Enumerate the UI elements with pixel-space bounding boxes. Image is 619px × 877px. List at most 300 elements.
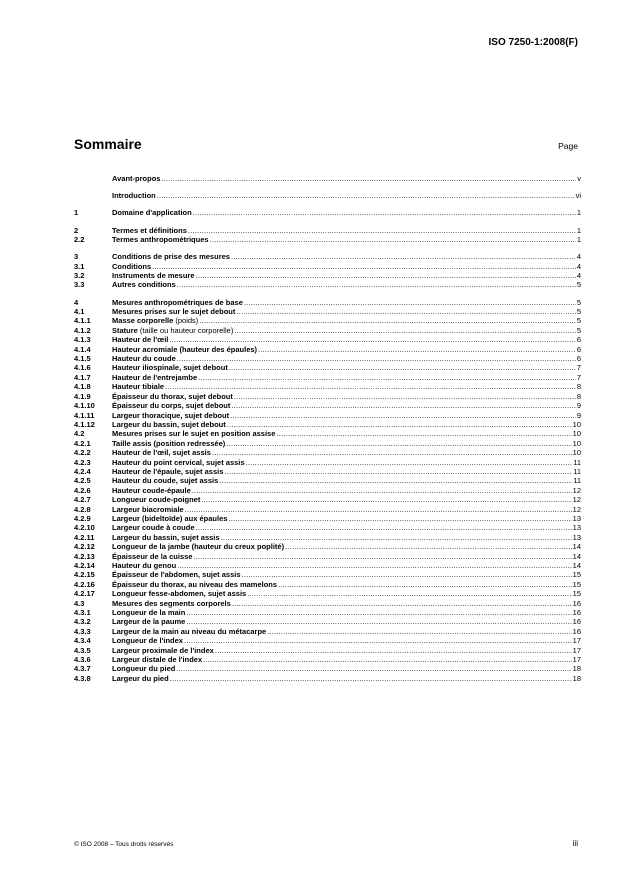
toc-dot-leader (232, 599, 572, 608)
toc-entry-number: 2.2 (74, 235, 85, 245)
toc-dot-leader (199, 316, 576, 325)
toc-entry[interactable] (74, 208, 581, 217)
toc-entry-number: 4.2.6 (74, 485, 91, 495)
toc-entry-number: 4.2.10 (74, 523, 95, 533)
toc-entry-label (112, 307, 235, 316)
table-of-contents (74, 174, 581, 683)
toc-entry-label-text: Autres conditions (112, 280, 176, 290)
toc-entry-number: 4.3 (74, 598, 85, 608)
toc-entry-label (112, 262, 151, 271)
toc-entry-label-text: Hauteur tibiale (112, 382, 165, 392)
toc-dot-leader (234, 326, 576, 335)
toc-entry-number: 4.3.4 (74, 636, 91, 646)
toc-entry-label-text: Instruments de mesure (112, 271, 195, 281)
toc-entry-label (112, 252, 230, 261)
toc-entry[interactable] (74, 363, 581, 372)
toc-entry-label-text: Largeur du bassin, sujet debout (112, 419, 226, 429)
toc-entry[interactable] (74, 298, 581, 307)
toc-entry[interactable] (74, 262, 581, 271)
toc-entry-label (112, 392, 233, 401)
toc-entry-label (112, 354, 176, 363)
toc-entry-label-note: (taille ou hauteur corporelle) (137, 325, 234, 335)
toc-dot-leader (258, 345, 576, 354)
toc-entry-number: 4.3.2 (74, 617, 91, 627)
footer-copyright: © ISO 2008 – Tous droits réservés (74, 841, 174, 848)
toc-entry-label-text: Mesures prises sur le sujet en position assise (112, 429, 276, 439)
toc-entry-label-text: Conditions (112, 261, 152, 271)
toc-entry-label (112, 486, 191, 495)
toc-entry-page: 5 (576, 307, 581, 317)
toc-entry-label-text: Longueur fesse-abdomen, sujet assis (112, 589, 247, 599)
toc-entry-label (112, 235, 209, 244)
toc-entry-page: 14 (572, 561, 581, 571)
toc-entry-label (112, 552, 192, 561)
toc-dot-leader (196, 271, 576, 280)
toc-entry-label-text: Longueur de l'index (112, 636, 183, 646)
toc-entry-number: 4.1.11 (74, 410, 95, 420)
toc-entry-number: 3.1 (74, 261, 85, 271)
toc-entry-page: 12 (572, 495, 581, 505)
toc-entry-page: 18 (572, 664, 581, 674)
toc-entry-page: 1 (576, 225, 581, 235)
toc-entry-number: 4.1 (74, 307, 85, 317)
toc-entry-label (112, 570, 241, 579)
toc-entry-page: 15 (572, 589, 581, 599)
toc-entry-label (112, 429, 275, 438)
toc-entry-label-text: Avant-propos (112, 174, 161, 183)
toc-dot-leader (170, 674, 572, 683)
toc-entry-page: 10 (572, 429, 581, 439)
toc-entry[interactable] (74, 599, 581, 608)
toc-entry-number: 4.2.12 (74, 542, 95, 552)
toc-entry-label (112, 599, 231, 608)
toc-entry-label-text: Longueur de la main (112, 608, 186, 618)
toc-entry-label-text: Hauteur de l'épaule, sujet assis (112, 466, 224, 476)
toc-entry-label (112, 458, 245, 467)
toc-entry-label (112, 401, 230, 410)
toc-entry-number: 4.2.3 (74, 457, 91, 467)
toc-entry-label (112, 476, 218, 485)
toc-dot-leader (215, 646, 572, 655)
toc-entry-label (112, 382, 164, 391)
toc-entry-label-text: Hauteur du coude, sujet assis (112, 476, 219, 486)
toc-entry-label (112, 298, 243, 307)
toc-entry-label-text: Stature (112, 325, 138, 335)
toc-entry-label (112, 542, 284, 551)
toc-entry-page: 4 (576, 271, 581, 281)
toc-entry[interactable] (74, 580, 581, 589)
toc-entry[interactable] (74, 411, 581, 420)
toc-entry-page: 5 (576, 297, 581, 307)
page-column-label: Page (558, 141, 578, 151)
toc-entry[interactable] (74, 514, 581, 523)
toc-entry-page: 4 (576, 252, 581, 262)
toc-entry[interactable] (74, 335, 581, 344)
toc-dot-leader (231, 252, 576, 261)
toc-dot-leader (188, 226, 576, 235)
toc-entry-label-text: Largeur thoracique, sujet debout (112, 410, 230, 420)
toc-entry-number: 4.3.8 (74, 673, 91, 683)
toc-entry[interactable] (74, 636, 581, 645)
toc-dot-leader (224, 467, 572, 476)
toc-dot-leader (219, 476, 572, 485)
toc-entry-number: 4.2.1 (74, 438, 91, 448)
toc-entry[interactable] (74, 608, 581, 617)
toc-entry[interactable] (74, 617, 581, 626)
toc-entry-label-text: Épaisseur du thorax, sujet debout (112, 391, 233, 401)
toc-entry-page: 6 (576, 354, 581, 364)
toc-entry[interactable] (74, 174, 581, 183)
toc-entry[interactable] (74, 271, 581, 280)
toc-entry-number: 4.2.15 (74, 570, 95, 580)
toc-entry-page: 6 (576, 344, 581, 354)
toc-entry-label (112, 561, 176, 570)
toc-entry-page: 1 (576, 235, 581, 245)
toc-entry-number: 4.3.1 (74, 608, 91, 618)
toc-entry-page: 6 (576, 335, 581, 345)
toc-dot-leader (186, 608, 571, 617)
toc-entry-page: 16 (572, 617, 581, 627)
toc-entry-page: 10 (572, 438, 581, 448)
toc-entry-label (112, 608, 185, 617)
toc-entry-page: 14 (572, 551, 581, 561)
toc-entry-number: 4.2.9 (74, 513, 91, 523)
toc-entry-number: 4.1.7 (74, 372, 91, 382)
toc-entry-number: 4.1.5 (74, 354, 91, 364)
toc-dot-leader (193, 552, 571, 561)
toc-dot-leader (229, 363, 576, 372)
toc-entry-page: 13 (572, 513, 581, 523)
toc-entry[interactable] (74, 354, 581, 363)
toc-entry-page: 15 (572, 579, 581, 589)
toc-dot-leader (221, 533, 572, 542)
toc-entry-label (112, 226, 187, 235)
toc-entry-label (112, 316, 198, 325)
toc-entry-label-text: Longueur de la jambe (hauteur du creux poplité) (112, 542, 285, 552)
toc-entry-label (112, 411, 229, 420)
toc-entry[interactable] (74, 476, 581, 485)
page-title: Sommaire (74, 136, 142, 152)
toc-entry-label (112, 373, 197, 382)
toc-entry[interactable] (74, 561, 581, 570)
toc-entry[interactable] (74, 542, 581, 551)
toc-entry-label (112, 617, 185, 626)
toc-entry-number: 4.1.3 (74, 335, 91, 345)
toc-entry-page: 16 (572, 598, 581, 608)
toc-entry[interactable] (74, 664, 581, 673)
toc-entry[interactable] (74, 326, 581, 335)
toc-dot-leader (203, 655, 572, 664)
toc-entry-page: 17 (572, 636, 581, 646)
toc-dot-leader (247, 589, 571, 598)
toc-entry[interactable] (74, 373, 581, 382)
toc-entry[interactable] (74, 448, 581, 457)
toc-entry-label (112, 514, 227, 523)
toc-dot-leader (227, 420, 572, 429)
toc-entry-number: 4.2.14 (74, 561, 95, 571)
toc-entry-label-text: Largeur proximale de l'index (112, 645, 214, 655)
toc-entry-page: 13 (572, 523, 581, 533)
toc-dot-leader (276, 429, 571, 438)
toc-entry-page: 12 (572, 504, 581, 514)
toc-entry-label-text: Longueur coude-poignet (112, 495, 201, 505)
toc-entry-label-text: Largeur coude à coude (112, 523, 195, 533)
toc-entry-label-text: Hauteur de l'œil, sujet assis (112, 448, 211, 458)
toc-entry-number: 4.1.12 (74, 419, 95, 429)
toc-entry-number: 4.2.17 (74, 589, 95, 599)
toc-entry[interactable] (74, 552, 581, 561)
toc-dot-leader (165, 382, 576, 391)
toc-dot-leader (193, 208, 576, 217)
toc-entry[interactable] (74, 458, 581, 467)
toc-entry-page: 9 (576, 410, 581, 420)
toc-entry-label (112, 495, 200, 504)
toc-entry-page: 18 (572, 673, 581, 683)
toc-entry-label (112, 627, 266, 636)
toc-entry-label-text: Largeur de la main au niveau du métacarpe (112, 626, 267, 636)
toc-dot-leader (177, 280, 576, 289)
toc-entry[interactable] (74, 307, 581, 316)
toc-entry-page: vi (575, 191, 581, 201)
toc-entry-page: 17 (572, 655, 581, 665)
toc-entry-number: 4.2.16 (74, 579, 95, 589)
toc-entry-label (112, 467, 223, 476)
toc-entry[interactable] (74, 191, 581, 200)
toc-entry-label-text: Largeur biacromiale (112, 504, 184, 514)
toc-entry-label-text: Hauteur acromiale (hauteur des épaules) (112, 344, 258, 354)
toc-entry[interactable] (74, 280, 581, 289)
toc-entry-label (112, 280, 176, 289)
toc-entry[interactable] (74, 392, 581, 401)
toc-entry-number: 4.1.4 (74, 344, 91, 354)
toc-entry[interactable] (74, 382, 581, 391)
toc-entry-label (112, 505, 184, 514)
toc-dot-leader (226, 439, 571, 448)
toc-entry-page: 4 (576, 261, 581, 271)
toc-entry[interactable] (74, 523, 581, 532)
toc-entry-page: 16 (572, 626, 581, 636)
toc-entry[interactable] (74, 533, 581, 542)
toc-dot-leader (234, 392, 576, 401)
toc-entry-label (112, 664, 175, 673)
toc-entry-label (112, 271, 195, 280)
toc-entry-label-text: Longueur du pied (112, 664, 176, 674)
toc-entry[interactable] (74, 570, 581, 579)
toc-entry-label (112, 326, 233, 335)
toc-entry-label-text: Hauteur de l'œil (112, 335, 169, 345)
toc-entry[interactable] (74, 486, 581, 495)
toc-entry[interactable] (74, 467, 581, 476)
toc-entry[interactable] (74, 505, 581, 514)
toc-entry-page: v (577, 174, 581, 183)
toc-entry-page: 11 (573, 457, 581, 467)
toc-entry-number: 3.3 (74, 280, 85, 290)
toc-dot-leader (192, 486, 572, 495)
toc-dot-leader (177, 354, 576, 363)
toc-entry-number: 4.2.5 (74, 476, 91, 486)
toc-entry-number: 4.2.8 (74, 504, 91, 514)
toc-entry[interactable] (74, 401, 581, 410)
toc-entry-label-text: Épaisseur du thorax, au niveau des mamelons (112, 579, 278, 589)
toc-entry-label-text: Hauteur de l'entrejambe (112, 372, 198, 382)
toc-entry-number: 3 (74, 252, 79, 262)
toc-dot-leader (201, 495, 571, 504)
toc-entry-page: 5 (576, 316, 581, 326)
toc-entry-label-text: Conditions de prise des mesures (112, 252, 230, 262)
toc-entry-page: 9 (576, 401, 581, 411)
toc-dot-leader (236, 307, 575, 316)
toc-entry-page: 10 (572, 419, 581, 429)
toc-entry[interactable] (74, 235, 581, 244)
toc-entry-label-text: Largeur du bassin, sujet assis (112, 532, 220, 542)
toc-dot-leader (157, 191, 575, 200)
toc-entry-number: 4.1.8 (74, 382, 91, 392)
toc-entry-page: 5 (576, 325, 581, 335)
toc-entry-label-text: Introduction (112, 191, 156, 201)
toc-entry-label (112, 345, 257, 354)
toc-entry-label-text: Domaine d'application (112, 208, 192, 218)
toc-entry-label (112, 523, 195, 532)
toc-entry-label (112, 174, 160, 183)
toc-dot-leader (177, 561, 571, 570)
toc-dot-leader (184, 636, 572, 645)
toc-entry-label-text: Taille assis (position redressée) (112, 438, 226, 448)
toc-entry-label-text: Hauteur du coude (112, 354, 176, 364)
toc-entry-page: 16 (572, 608, 581, 618)
toc-entry-label (112, 420, 226, 429)
toc-dot-leader (210, 235, 576, 244)
toc-entry-page: 7 (576, 372, 581, 382)
toc-entry-label-text: Largeur de la paume (112, 617, 186, 627)
toc-dot-leader (186, 617, 571, 626)
toc-dot-leader (185, 505, 572, 514)
toc-entry-label (112, 439, 225, 448)
toc-entry[interactable] (74, 627, 581, 636)
toc-dot-leader (278, 580, 572, 589)
toc-entry-number: 4.1.2 (74, 325, 91, 335)
toc-entry-number: 2 (74, 225, 79, 235)
document-code: ISO 7250-1:2008(F) (488, 37, 578, 48)
toc-dot-leader (242, 570, 572, 579)
toc-dot-leader (198, 373, 576, 382)
toc-entry-label-note: (poids) (173, 316, 199, 326)
toc-entry-number: 4.3.7 (74, 664, 91, 674)
toc-entry[interactable] (74, 252, 581, 261)
toc-entry[interactable] (74, 674, 581, 683)
toc-entry[interactable] (74, 420, 581, 429)
toc-entry-label (112, 191, 156, 200)
toc-entry-label-text: Largeur distale de l'index (112, 655, 203, 665)
toc-entry-label-text: Mesures des segments corporels (112, 598, 231, 608)
toc-entry[interactable] (74, 429, 581, 438)
toc-entry-label-text: Épaisseur du corps, sujet debout (112, 401, 231, 411)
toc-entry-number: 4.2.4 (74, 466, 91, 476)
toc-entry-label (112, 589, 246, 598)
toc-entry-number: 4.1.1 (74, 316, 91, 326)
toc-entry-label (112, 533, 220, 542)
toc-dot-leader (212, 448, 572, 457)
toc-entry[interactable] (74, 316, 581, 325)
toc-entry-number: 4.3.3 (74, 626, 91, 636)
toc-dot-leader (169, 335, 575, 344)
toc-entry-number: 4.2.2 (74, 448, 91, 458)
toc-entry-page: 7 (576, 363, 581, 373)
toc-dot-leader (267, 627, 571, 636)
toc-entry[interactable] (74, 439, 581, 448)
toc-entry-label-text: Hauteur du point cervical, sujet assis (112, 457, 245, 467)
toc-entry-label-text: Hauteur iliospinale, sujet debout (112, 363, 228, 373)
toc-entry-page: 13 (572, 532, 581, 542)
footer-page-number: iii (572, 839, 578, 848)
toc-entry-number: 4.1.10 (74, 401, 95, 411)
toc-entry[interactable] (74, 495, 581, 504)
toc-entry-label (112, 646, 214, 655)
toc-entry-label (112, 636, 183, 645)
toc-entry-number: 4.2.7 (74, 495, 91, 505)
toc-entry-label-text: Épaisseur de l'abdomen, sujet assis (112, 570, 241, 580)
toc-entry-number: 4.1.6 (74, 363, 91, 373)
toc-entry-number: 4.2.11 (74, 532, 95, 542)
toc-entry-page: 10 (572, 448, 581, 458)
toc-dot-leader (231, 401, 575, 410)
toc-entry-page: 11 (573, 476, 581, 486)
toc-entry-number: 4.1.9 (74, 391, 91, 401)
toc-entry[interactable] (74, 226, 581, 235)
toc-entry-page: 8 (576, 382, 581, 392)
toc-dot-leader (176, 664, 571, 673)
toc-entry[interactable] (74, 655, 581, 664)
toc-entry-label (112, 655, 202, 664)
toc-dot-leader (161, 174, 576, 183)
toc-entry-label-text: Épaisseur de la cuisse (112, 551, 193, 561)
toc-entry-label-text: Termes et définitions (112, 225, 187, 235)
toc-entry-number: 4.2.13 (74, 551, 95, 561)
toc-entry-label (112, 208, 192, 217)
toc-entry-label-text: Hauteur du genou (112, 561, 177, 571)
toc-entry-page: 15 (572, 570, 581, 580)
toc-entry-label (112, 363, 228, 372)
toc-dot-leader (152, 262, 576, 271)
toc-dot-leader (246, 458, 573, 467)
toc-dot-leader (244, 298, 576, 307)
toc-entry-label-text: Largeur (bideltoïde) aux épaules (112, 513, 228, 523)
toc-entry[interactable] (74, 589, 581, 598)
toc-dot-leader (285, 542, 572, 551)
toc-entry-label-text: Mesures prises sur le sujet debout (112, 307, 236, 317)
toc-entry-page: 11 (573, 466, 581, 476)
toc-entry-number: 4 (74, 297, 79, 307)
toc-entry-label-text: Termes anthropométriques (112, 235, 209, 245)
toc-entry-number: 4.3.6 (74, 655, 91, 665)
toc-dot-leader (228, 514, 571, 523)
toc-entry-page: 14 (572, 542, 581, 552)
toc-entry-label (112, 335, 168, 344)
toc-entry-label (112, 674, 169, 683)
toc-entry-label-text: Hauteur coude-épaule (112, 485, 191, 495)
toc-entry-page: 5 (576, 280, 581, 290)
toc-entry-number: 1 (74, 208, 79, 218)
toc-dot-leader (196, 523, 572, 532)
toc-entry-label-text: Masse corporelle (112, 316, 174, 326)
toc-entry-page: 1 (576, 208, 581, 218)
toc-entry-page: 8 (576, 391, 581, 401)
toc-entry-number: 3.2 (74, 271, 85, 281)
toc-entry[interactable] (74, 646, 581, 655)
toc-entry-page: 17 (572, 645, 581, 655)
toc-entry-label (112, 580, 277, 589)
toc-dot-leader (230, 411, 576, 420)
toc-entry[interactable] (74, 345, 581, 354)
